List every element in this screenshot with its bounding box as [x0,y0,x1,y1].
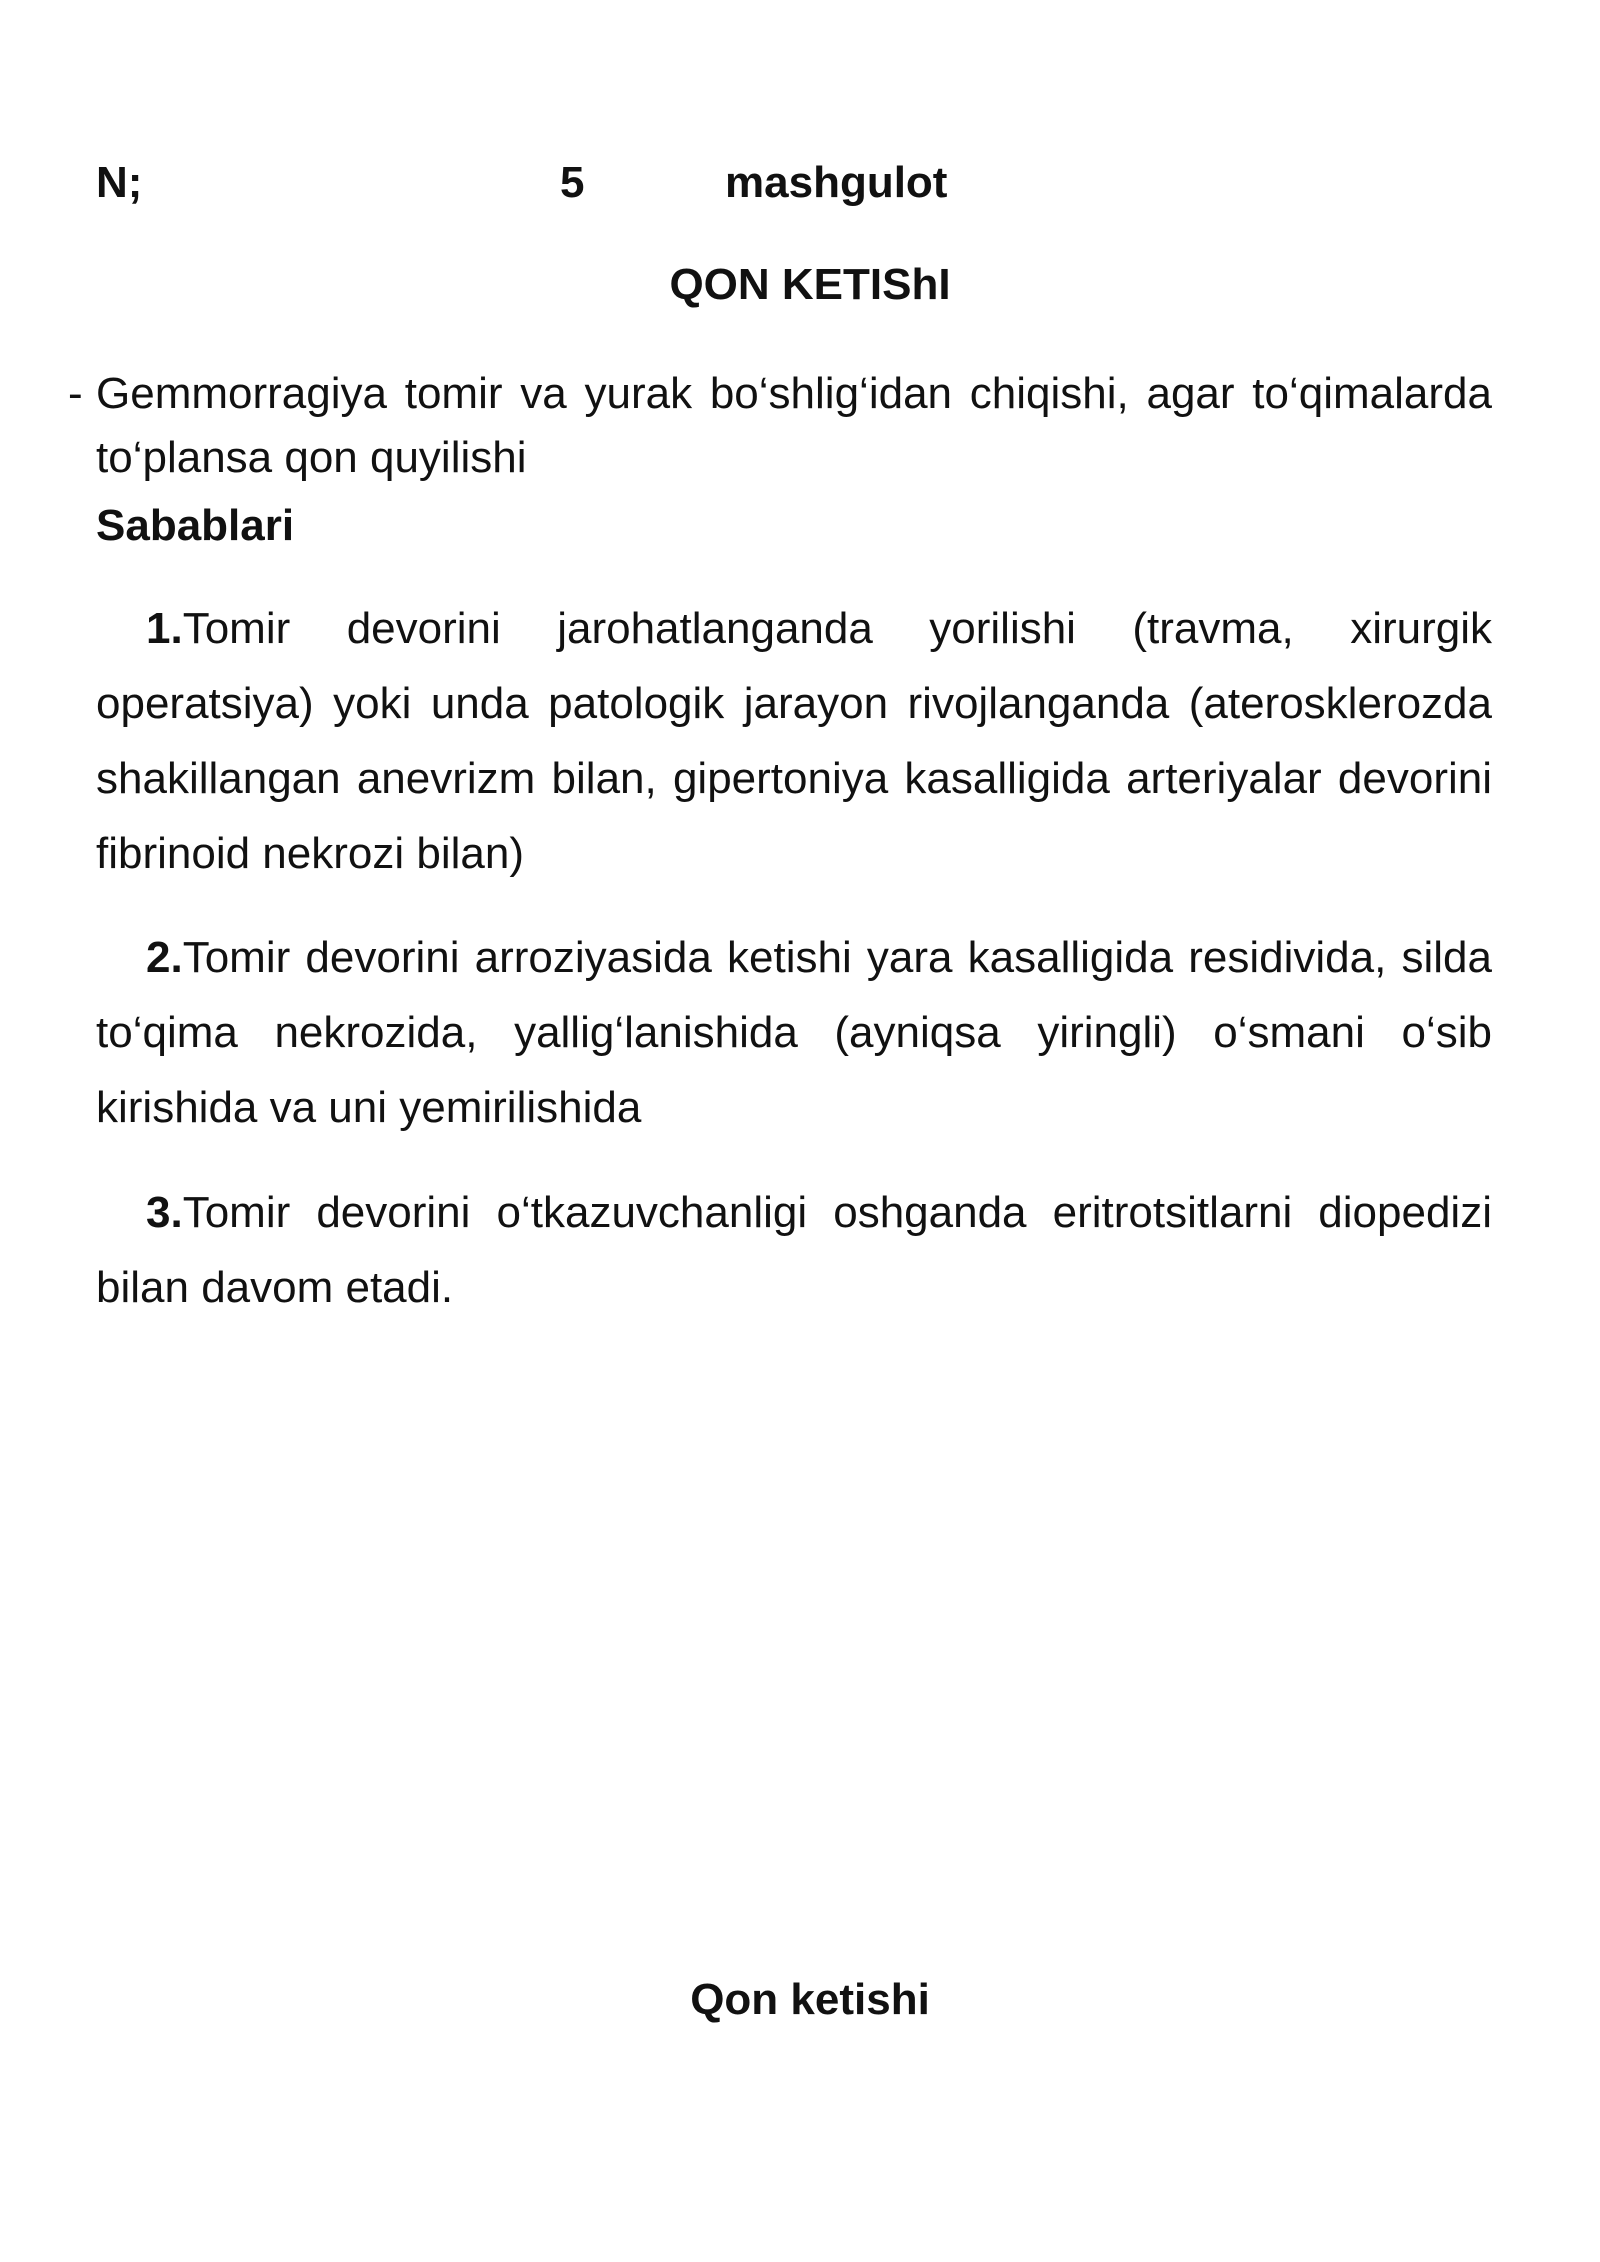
cause-number: 2. [146,933,183,982]
lesson-header [0,158,1600,218]
lesson-word: mashgulot [725,158,948,207]
definition-dash: - [68,369,83,418]
definition-block [68,362,1492,490]
page-title: QON KETIShI [669,260,951,309]
definition-text: Gemmorragiya tomir va yurak bo‘shlig‘idan chiqishi, agar to‘qimalarda to‘plansa qon quyilishi [96,369,1492,482]
cause-item-3 [96,1175,1492,1325]
cause-item-1 [96,591,1492,891]
header-label: N; [96,158,143,207]
lesson-number: 5 [560,158,585,207]
cause-item-2 [96,920,1492,1145]
footer-title: Qon ketishi [690,1975,930,2024]
causes-heading: Sabablari [96,501,295,550]
cause-number: 3. [146,1188,183,1237]
cause-text: Tomir devorini arroziyasida ketishi yara kasalligida residivida, silda to‘qima nekrozida, yallig‘lanishida (ayniqsa yiringli) o‘smani o‘sib kirishida va uni yemirilishida [96,933,1492,1132]
cause-text: Tomir devorini o‘tkazuvchanligi oshganda eritrotsitlarni diopedizi bilan davom etadi. [96,1188,1492,1312]
cause-text: Tomir devorini jarohatlanganda yorilishi (travma, xirurgik operatsiya) yoki unda patologik jarayon rivojlanganda (aterosklerozda shakillangan anevrizm bilan, gipertoniya kasalligida arteriyalar devorini fibrinoid nekrozi bilan) [96,604,1492,878]
cause-number: 1. [146,604,183,653]
